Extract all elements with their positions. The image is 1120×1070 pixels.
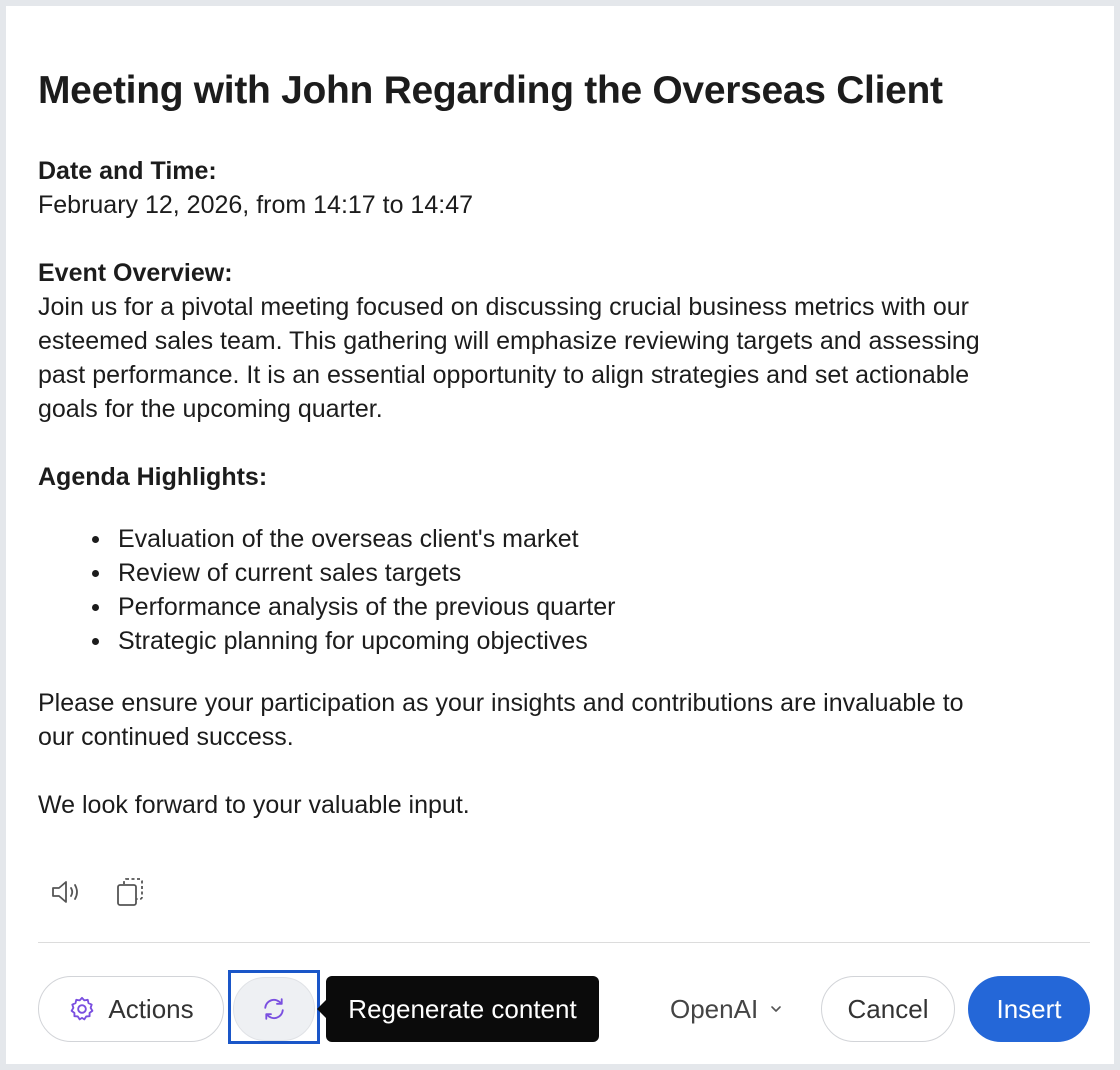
actions-label: Actions [108, 993, 194, 1024]
agenda-item: Review of current sales targets [38, 556, 1088, 590]
agenda-list [38, 522, 1088, 658]
refresh-icon [260, 995, 288, 1023]
closing-line: Please ensure your participation as your insights and contributions are invaluable to [38, 689, 964, 717]
ai-content-dialog [6, 6, 1114, 1064]
signoff-text: We look forward to your valuable input. [38, 791, 470, 819]
copy-icon[interactable] [110, 872, 150, 912]
insert-button[interactable]: Insert [968, 976, 1090, 1042]
page-title: Meeting with John Regarding the Overseas Client [38, 69, 943, 112]
closing-line: our continued success. [38, 723, 294, 751]
regenerate-tooltip: Regenerate content [326, 976, 599, 1042]
gear-icon [68, 995, 96, 1023]
agenda-item: Strategic planning for upcoming objectives [38, 624, 1088, 658]
content-body [38, 154, 1088, 822]
regenerate-button[interactable] [233, 977, 315, 1041]
footer-divider [38, 942, 1090, 943]
overview-label: Event Overview: [38, 259, 233, 287]
speaker-icon[interactable] [46, 872, 86, 912]
overview-line: Join us for a pivotal meeting focused on discussing crucial business metrics with our [38, 293, 969, 321]
agenda-label: Agenda Highlights: [38, 463, 268, 491]
chevron-down-icon [770, 1005, 782, 1013]
overview-line: esteemed sales team. This gathering will emphasize reviewing targets and assessing [38, 327, 980, 355]
model-dropdown[interactable] [670, 976, 782, 1042]
overview-line: goals for the upcoming quarter. [38, 395, 383, 423]
actions-button[interactable] [38, 976, 224, 1042]
agenda-item: Evaluation of the overseas client's market [38, 522, 1088, 556]
agenda-item: Performance analysis of the previous quarter [38, 590, 1088, 624]
overview-line: past performance. It is an essential opportunity to align strategies and set actionable [38, 361, 970, 389]
cancel-button[interactable]: Cancel [821, 976, 955, 1042]
date-value: February 12, 2026, from 14:17 to 14:47 [38, 191, 473, 219]
model-label: OpenAI [670, 993, 759, 1024]
date-label: Date and Time: [38, 157, 217, 185]
